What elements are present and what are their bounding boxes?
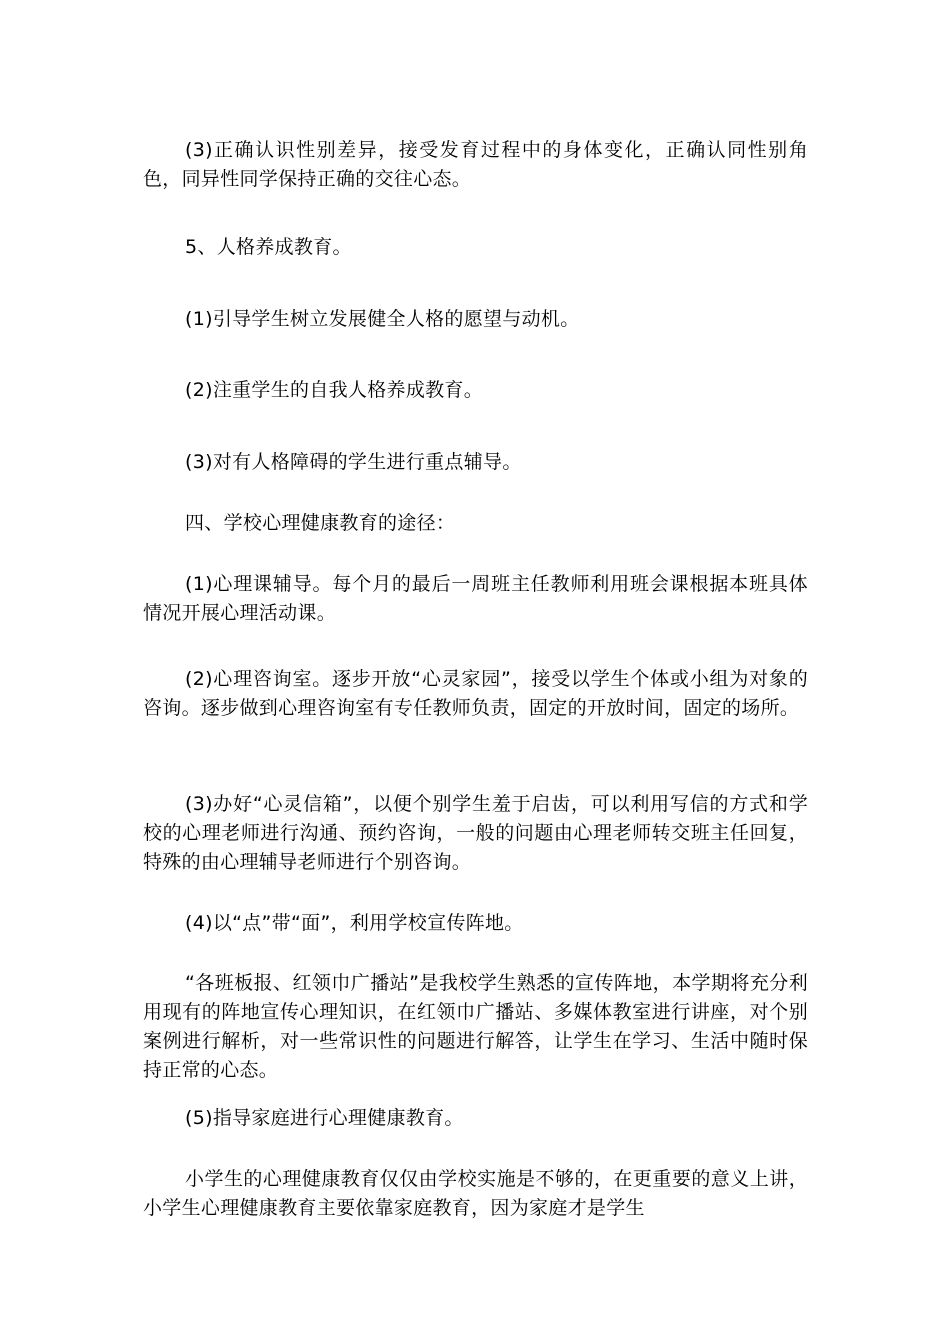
paragraph-approach-2: (2)心理咨询室。逐步开放“心灵家园”，接受以学生个体或小组为对象的咨询。逐步做到心理咨询室有专任教师负责，固定的开放时间，固定的场所。	[143, 668, 808, 719]
paragraph-approach-4: (4)以“点”带“面”，利用学校宣传阵地。	[185, 912, 524, 934]
paragraph-gender-awareness: (3)正确认识性别差异，接受发育过程中的身体变化，正确认同性别角色，同异性同学保持正确的交往心态。	[143, 139, 808, 190]
paragraph-approach-1: (1)心理课辅导。每个月的最后一周班主任教师利用班会课根据本班具体情况开展心理活动课。	[143, 573, 808, 624]
section-heading-approaches: 四、学校心理健康教育的途径：	[185, 512, 456, 534]
paragraph-personality-3: (3)对有人格障碍的学生进行重点辅导。	[185, 451, 522, 473]
paragraph-publicity: “各班板报、红领巾广播站”是我校学生熟悉的宣传阵地，本学期将充分利用现有的阵地宣传心理知识，在红领巾广播站、多媒体教室进行讲座，对个别案例进行解析，对一些常识性的问题进行解答，让学生在学习、生活中随时保持正常的心态。	[143, 972, 808, 1081]
paragraph-approach-5: (5)指导家庭进行心理健康教育。	[185, 1107, 464, 1129]
section-heading-personality: 5、人格养成教育。	[185, 236, 352, 258]
paragraph-family-education: 小学生的心理健康教育仅仅由学校实施是不够的，在更重要的意义上讲，小学生心理健康教育主要依靠家庭教育，因为家庭才是学生	[143, 1168, 808, 1219]
paragraph-personality-2: (2)注重学生的自我人格养成教育。	[185, 379, 484, 401]
paragraph-personality-1: (1)引导学生树立发展健全人格的愿望与动机。	[185, 308, 580, 330]
paragraph-approach-3: (3)办好“心灵信箱”，以便个别学生羞于启齿，可以利用写信的方式和学校的心理老师进行沟通、预约咨询，一般的问题由心理老师转交班主任回复，特殊的由心理辅导老师进行个别咨询。	[143, 793, 808, 873]
